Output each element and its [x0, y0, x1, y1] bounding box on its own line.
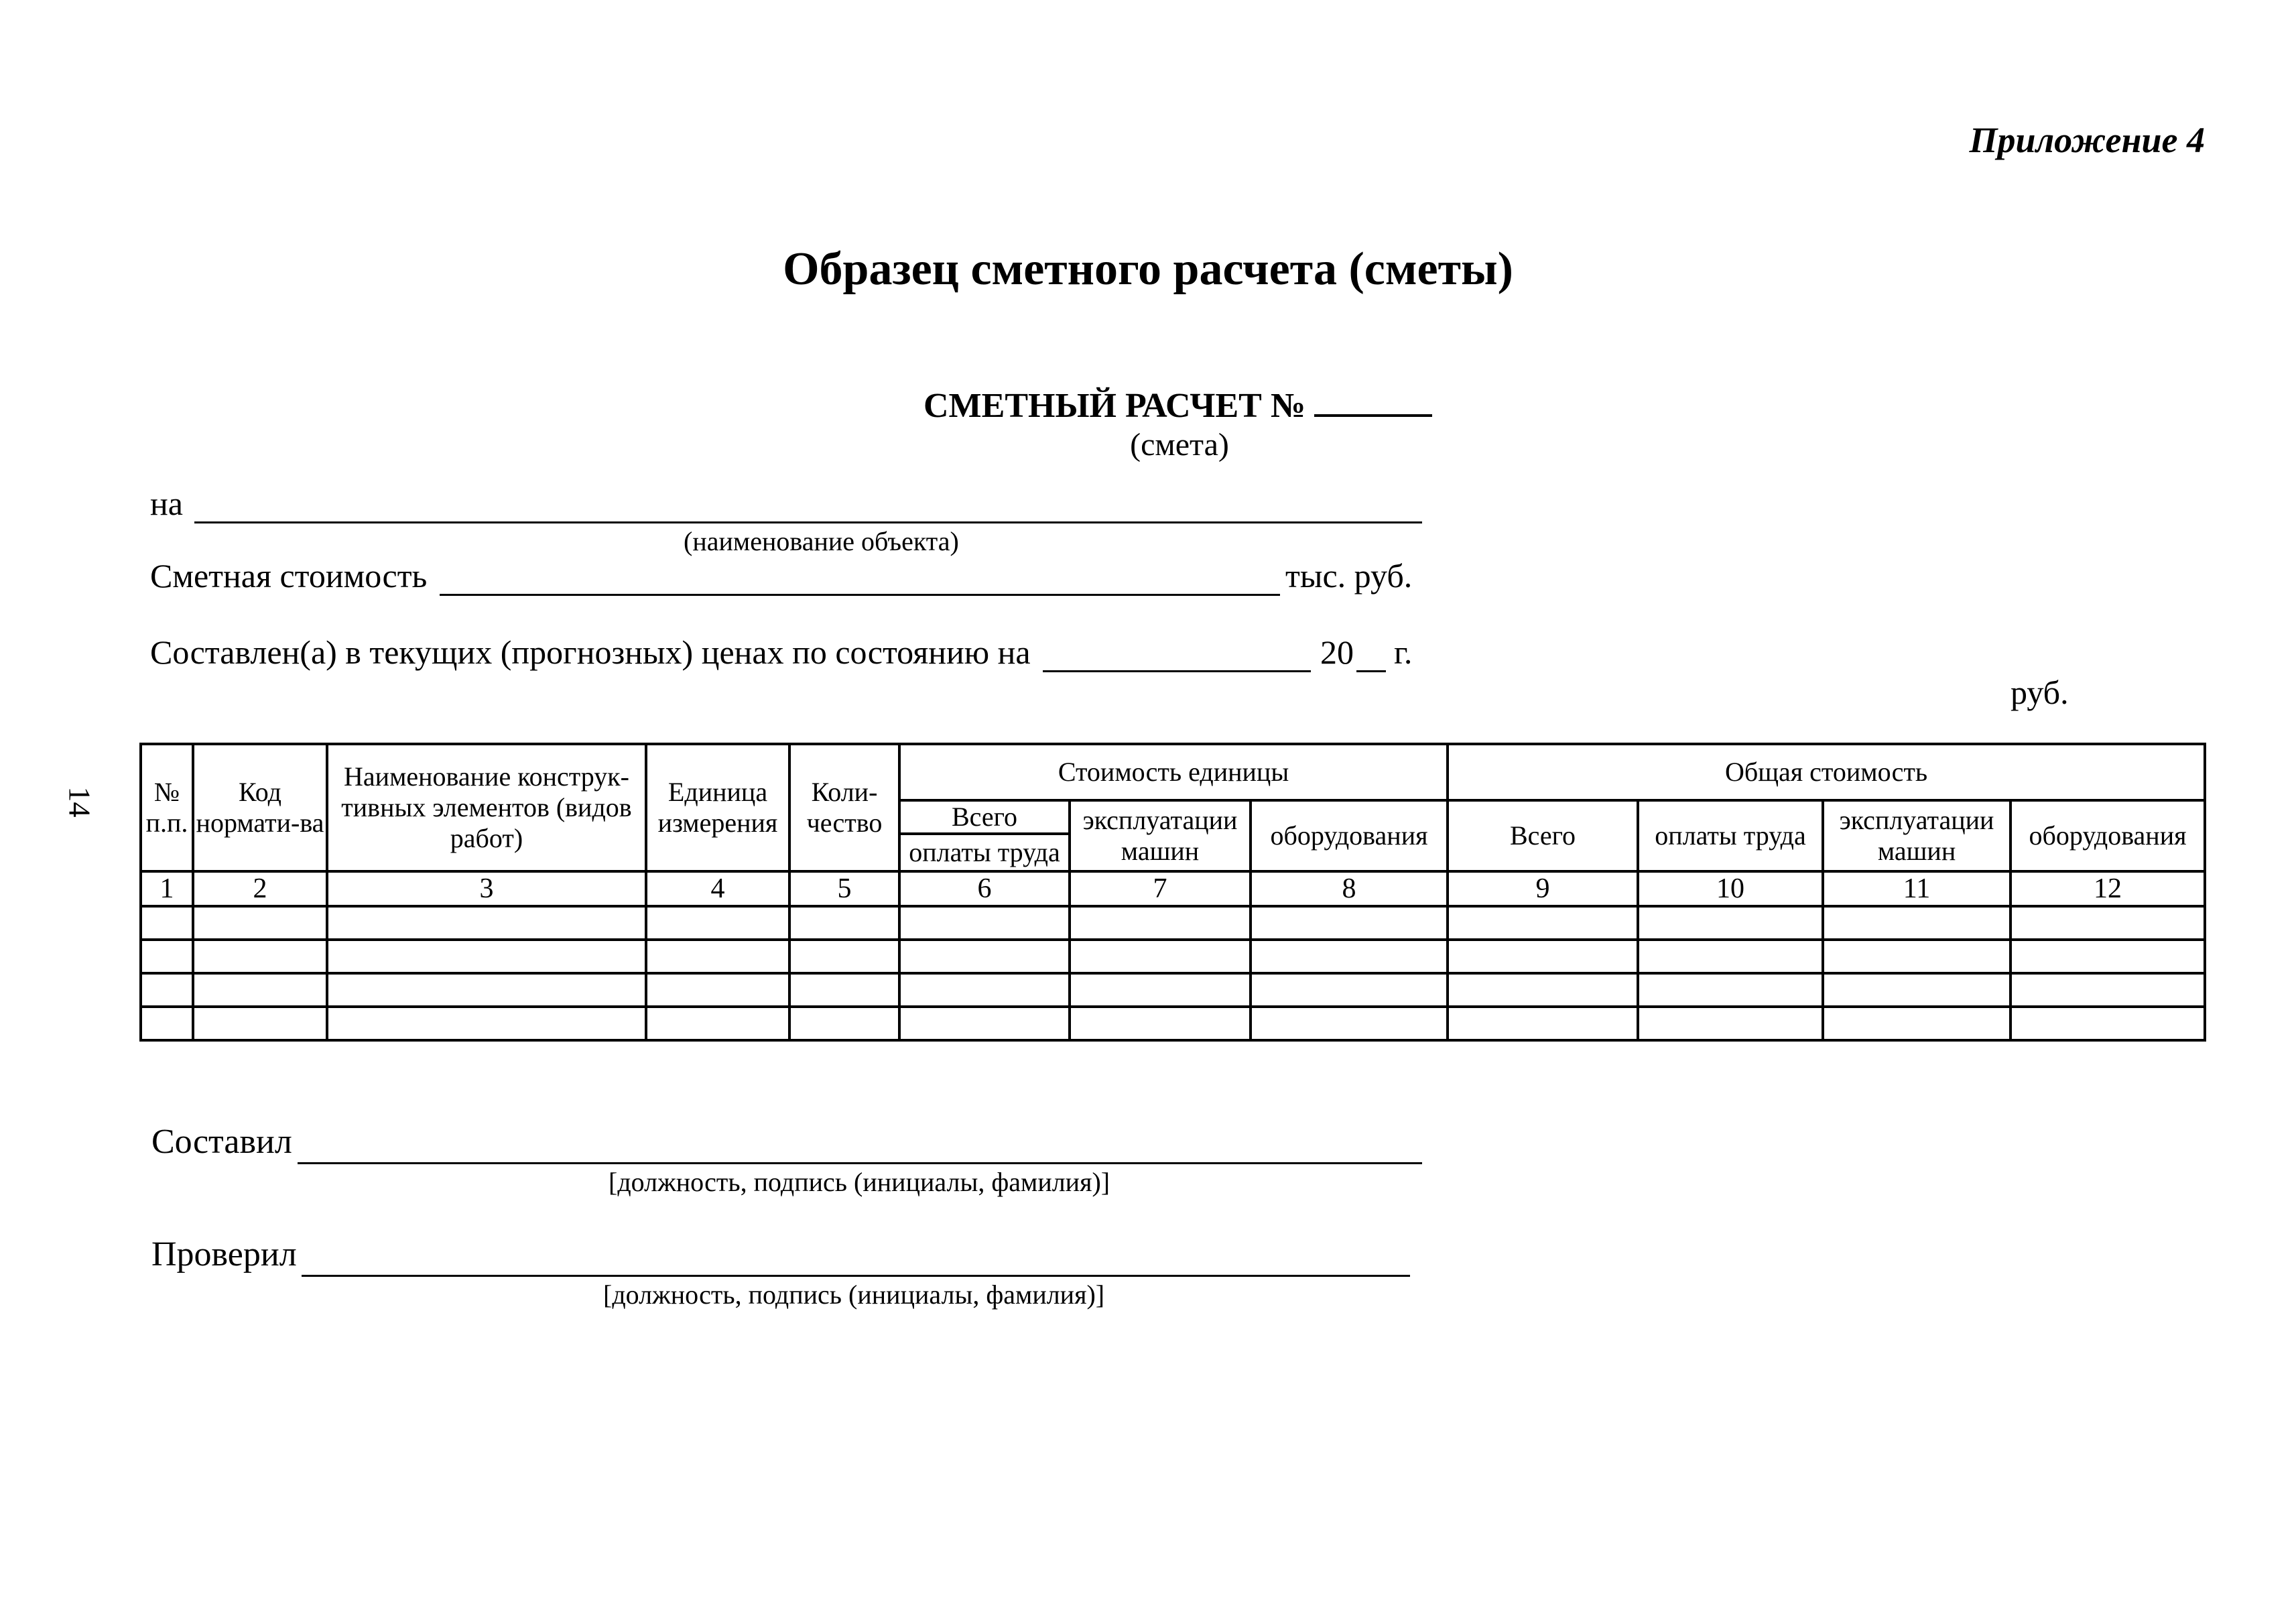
table-cell[interactable]	[1448, 940, 1638, 973]
prices-label: Составлен(а) в текущих (прогнозных) ценах по состоянию на	[150, 633, 1031, 671]
checked-caption: [должность, подпись (инициалы, фамилия)]	[603, 1280, 1105, 1310]
table-cell[interactable]	[1448, 906, 1638, 940]
checked-label: Проверил	[151, 1235, 297, 1273]
table-cell[interactable]	[2011, 906, 2205, 940]
year-suffix: г.	[1394, 633, 1413, 671]
column-number-row	[141, 871, 2205, 906]
table-cell[interactable]	[1638, 940, 1823, 973]
cost-label: Сметная стоимость	[150, 557, 428, 595]
cost-field[interactable]	[440, 556, 1280, 596]
table-cell[interactable]	[646, 973, 789, 1007]
compiled-caption: [должность, подпись (инициалы, фамилия)]	[609, 1167, 1110, 1197]
column-number: 10	[1638, 871, 1823, 906]
table-cell[interactable]	[1823, 906, 2011, 940]
header-quantity: Коли-чество	[789, 744, 899, 871]
table-cell[interactable]	[2011, 940, 2205, 973]
table-cell[interactable]	[1070, 940, 1251, 973]
table-cell[interactable]	[327, 940, 646, 973]
table-cell[interactable]	[327, 973, 646, 1007]
table-cell[interactable]	[193, 1007, 327, 1040]
header-name: Наименование конструк-тивных элементов (видов работ)	[327, 744, 646, 871]
column-number: 5	[789, 871, 899, 906]
object-name-field[interactable]	[194, 484, 1422, 523]
column-number: 7	[1070, 871, 1251, 906]
checked-signature-field[interactable]	[302, 1235, 1410, 1277]
table-cell[interactable]	[899, 940, 1070, 973]
table-cell[interactable]	[789, 906, 899, 940]
table-cell[interactable]	[646, 1007, 789, 1040]
column-number: 12	[2011, 871, 2205, 906]
currency-note: руб.	[2011, 674, 2069, 711]
table-cell[interactable]	[327, 906, 646, 940]
table-cell[interactable]	[2011, 1007, 2205, 1040]
table-cell[interactable]	[1251, 906, 1448, 940]
table-cell[interactable]	[789, 973, 899, 1007]
table-cell[interactable]	[789, 940, 899, 973]
appendix-label: Приложение 4	[1969, 120, 2205, 160]
column-number: 4	[646, 871, 789, 906]
compiled-signature-field[interactable]	[298, 1122, 1422, 1164]
estimate-table	[139, 743, 2206, 1042]
column-number: 6	[899, 871, 1070, 906]
table-row	[141, 906, 2205, 940]
table-cell[interactable]	[1638, 973, 1823, 1007]
column-number: 1	[141, 871, 193, 906]
table-cell[interactable]	[899, 1007, 1070, 1040]
column-number: 9	[1448, 871, 1638, 906]
table-cell[interactable]	[899, 906, 1070, 940]
object-prefix: на	[150, 485, 183, 522]
page-number: 14	[62, 786, 97, 818]
table-cell[interactable]	[1448, 1007, 1638, 1040]
header-unit-machines: эксплуатации машин	[1070, 800, 1251, 871]
header-code: Код нормати-ва	[193, 744, 327, 871]
table-cell[interactable]	[1251, 940, 1448, 973]
table-cell[interactable]	[1251, 1007, 1448, 1040]
table-cell[interactable]	[1070, 973, 1251, 1007]
table-row	[141, 1007, 2205, 1040]
table-row	[141, 973, 2205, 1007]
table-cell[interactable]	[1638, 1007, 1823, 1040]
year-field[interactable]	[1356, 633, 1386, 672]
table-cell[interactable]	[193, 906, 327, 940]
table-cell[interactable]	[1823, 940, 2011, 973]
header-unit-cost-group: Стоимость единицы	[899, 744, 1448, 800]
column-number: 2	[193, 871, 327, 906]
header-total-equipment: оборудования	[2011, 800, 2205, 871]
table-cell[interactable]	[646, 906, 789, 940]
table-cell[interactable]	[141, 940, 193, 973]
header-total-labor: оплаты труда	[1638, 800, 1823, 871]
object-caption: (наименование объекта)	[684, 526, 959, 556]
table-cell[interactable]	[141, 906, 193, 940]
header-number: № п.п.	[141, 744, 193, 871]
calc-subtitle: (смета)	[1130, 427, 1229, 462]
table-cell[interactable]	[2011, 973, 2205, 1007]
prices-date-field[interactable]	[1043, 633, 1311, 672]
table-cell[interactable]	[1823, 1007, 2011, 1040]
table-cell[interactable]	[899, 973, 1070, 1007]
header-row	[141, 744, 2205, 800]
column-number: 8	[1251, 871, 1448, 906]
header-total-machines: эксплуатации машин	[1823, 800, 2011, 871]
header-total-all: Всего	[1448, 800, 1638, 871]
table-cell[interactable]	[327, 1007, 646, 1040]
table-row	[141, 940, 2205, 973]
table-cell[interactable]	[1823, 973, 2011, 1007]
calc-title-text: СМЕТНЫЙ РАСЧЕТ №	[923, 387, 1306, 425]
table-cell[interactable]	[1448, 973, 1638, 1007]
table-cell[interactable]	[141, 1007, 193, 1040]
table-cell[interactable]	[646, 940, 789, 973]
table-cell[interactable]	[1251, 973, 1448, 1007]
calc-title	[923, 386, 1432, 426]
table-cell[interactable]	[1638, 906, 1823, 940]
table-cell[interactable]	[1070, 906, 1251, 940]
header-unit-labor: оплаты труда	[899, 834, 1070, 871]
column-number: 3	[327, 871, 646, 906]
table-cell[interactable]	[789, 1007, 899, 1040]
table-cell[interactable]	[141, 973, 193, 1007]
header-unit-equipment: оборудования	[1251, 800, 1448, 871]
table-cell[interactable]	[193, 940, 327, 973]
header-unit: Единица измерения	[646, 744, 789, 871]
calc-number-field[interactable]	[1314, 386, 1432, 417]
compiled-label: Составил	[151, 1123, 292, 1161]
header-total-cost-group: Общая стоимость	[1448, 744, 2205, 800]
cost-unit: тыс. руб.	[1285, 557, 1413, 595]
header-unit-total: Всего	[899, 800, 1070, 834]
year-prefix: 20	[1320, 633, 1354, 671]
column-number: 11	[1823, 871, 2011, 906]
document-title: Образец сметного расчета (сметы)	[783, 243, 1513, 295]
table-cell[interactable]	[193, 973, 327, 1007]
table-cell[interactable]	[1070, 1007, 1251, 1040]
